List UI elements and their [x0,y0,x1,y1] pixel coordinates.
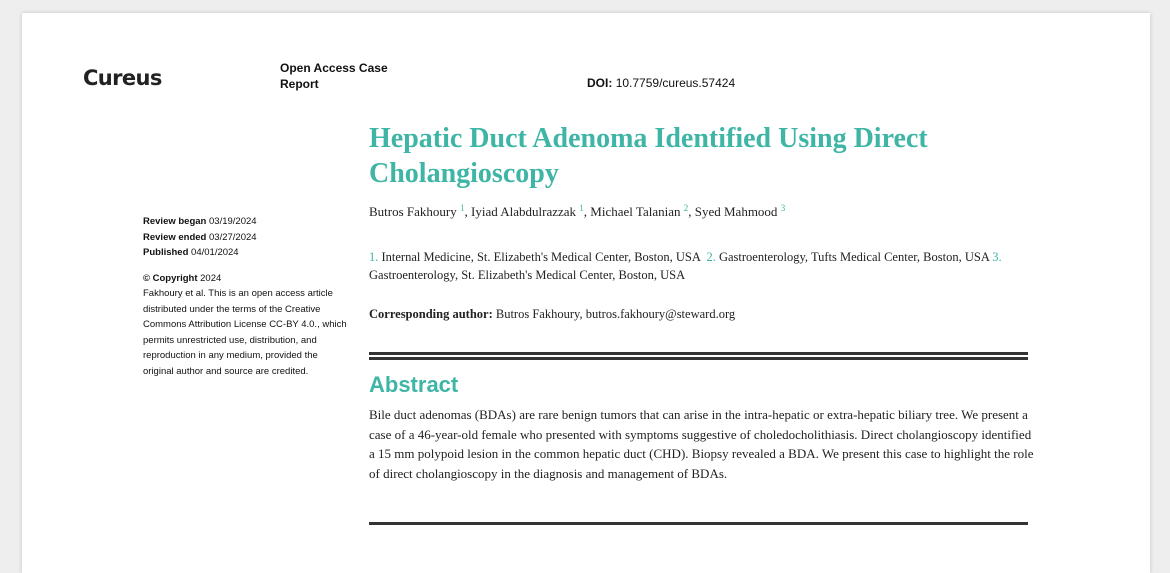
author-list: Butros Fakhoury $^1$, Iyiad Alabdulrazzak $^1$, Michael Talanian $^2$, Syed Mahmood $^3$ [369,203,786,219]
review-began [143,214,348,230]
affiliation-number: 3. [992,250,1002,264]
journal-logo[interactable]: Cureus [83,66,162,90]
affiliation-text: Gastroenterology, St. Elizabeth's Medical Center, Boston, USA [369,268,686,282]
license-text: Fakhoury et al. This is an open access article distributed under the terms of the Creative Commons Attribution License CC-BY 4.0., which permits unrestricted use, distribution, and reproduction in any medium, provided the original author and source are credited. [143,288,347,377]
corresponding-author-label: Corresponding author: [369,307,493,321]
author[interactable]: Butros Fakhoury $^1$ [369,203,465,219]
article-type-line1: Open Access Case [280,61,388,75]
article-type-line2: Report [280,77,319,91]
affiliation-ref[interactable]: 1 [460,203,465,213]
author[interactable]: Michael Talanian $^2$ [590,203,689,219]
affiliation-text: Internal Medicine, St. Elizabeth's Medical Center, Boston, USA [381,250,701,264]
review-ended-label: Review ended [143,231,207,243]
sidebar [143,214,348,379]
affiliation-ref[interactable]: 2 [683,203,689,213]
doi-value[interactable]: 10.7759/cureus.57424 [615,76,736,90]
published [143,245,348,261]
copyright [143,271,348,287]
published-date: 04/01/2024 [191,247,239,258]
affiliation-number: 1. [369,250,379,264]
doi [587,76,735,90]
doi-label: DOI: [587,76,613,90]
corresponding-author-contact[interactable]: Butros Fakhoury, butros.fakhoury@steward.org [495,307,736,321]
review-ended [143,230,348,246]
copyright-label: © Copyright [143,272,198,284]
published-label: Published [143,247,189,258]
review-began-date: 03/19/2024 [209,216,257,227]
review-began-label: Review began [143,216,207,227]
abstract-heading: Abstract [369,372,459,397]
abstract-body: Bile duct adenomas (BDAs) are rare benign tumors that can arise in the intra-hepatic or extra-hepatic biliary tree. We present a case of a 46-year-old female who presented with symptoms suggestive of choledocholithiasis. Direct cholangioscopy identified a 15 mm polypoid lesion in the common hepatic duct (CHD). Biopsy revealed a BDA. We present this case to highlight the role of direct cholangioscopy in the diagnosis and management of BDAs. [369,407,1034,481]
corresponding-author [369,307,735,322]
author[interactable]: Iyiad Alabdulrazzak $^1$ [471,203,584,219]
article-title: Hepatic Duct Adenoma Identified Using Direct Cholangioscopy [369,123,928,189]
review-ended-date: 03/27/2024 [209,231,257,243]
paper-page [22,13,1150,573]
section-divider [369,522,1028,525]
affiliations [369,248,1034,284]
affiliation-text: Gastroenterology, Tufts Medical Center, Boston, USA [718,250,990,264]
affiliation-ref[interactable]: 1 [579,203,584,213]
section-divider-double [369,352,1028,360]
article-type [280,60,420,92]
affiliation-number: 2. [706,250,716,264]
copyright-year: 2024 [200,272,222,284]
affiliation-ref[interactable]: 3 [780,203,786,213]
author[interactable]: Syed Mahmood $^3$ [694,203,786,219]
